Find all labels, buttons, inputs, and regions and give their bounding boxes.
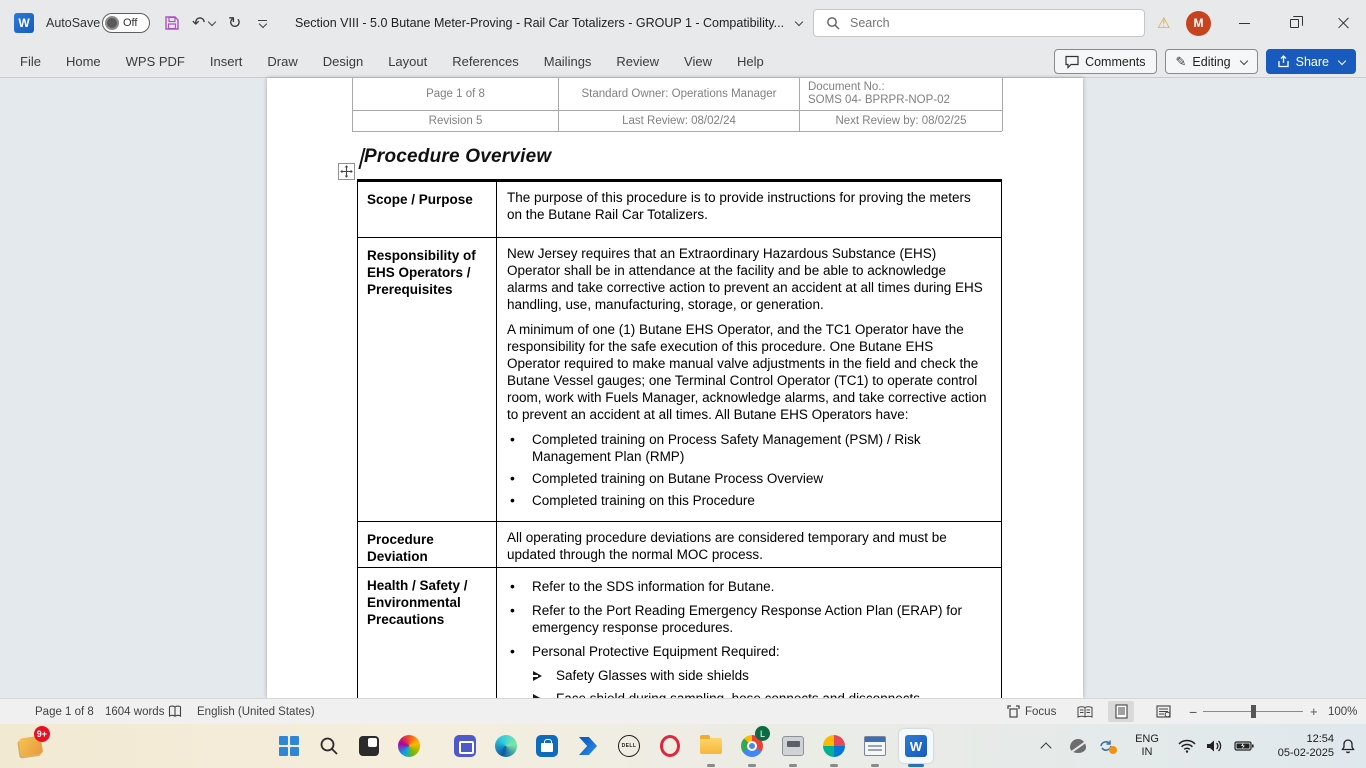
word-app-icon <box>14 0 34 46</box>
table-row <box>358 568 1001 708</box>
page-title: Procedure Overview <box>364 146 552 167</box>
row-label: Health / Safety / Environmental Precautions <box>358 568 497 711</box>
search-input[interactable] <box>850 16 1110 30</box>
row-content: New Jersey requires that an Extraordinary Hazardous Substance (EHS) Operator shall be in attendance at the facility and be able to acknowledge alarms and take corrective action to prevent an accident at all times during EHS handling, use, manufacturing, storage, or generation. A minimum of one (1) Butane EHS Operator, and the TC1 Operator have the responsibility for the safe execution of this procedure. One Butane EHS Operator required to make manual valve adjustments in the field and check the Butane Vessel gauges; one Terminal Control Operator (TC1) to operate control room, work with Fuels Manager, acknowledge alarms, and take corrective action to prevent an accident at all times. All Butane EHS Operators have: • Completed training on Process Safety Management (PSM) / Risk Management Plan (RMP) • Completed training on Butane Process Overview • Completed training on this Procedure <box>497 238 1001 521</box>
row-content <box>497 568 1001 711</box>
account-avatar[interactable] <box>1186 0 1211 46</box>
photos-app-button[interactable] <box>817 729 851 763</box>
read-mode-icon <box>1077 706 1093 718</box>
tab-draw[interactable]: Draw <box>267 54 298 69</box>
close-icon <box>1338 17 1350 29</box>
tab-mailings[interactable]: Mailings <box>543 54 592 69</box>
toggle-knob <box>105 16 119 30</box>
edge-app-button[interactable] <box>489 729 523 763</box>
header-revision-cell: Revision 5 <box>353 110 559 131</box>
chevron-down-icon <box>1338 56 1346 64</box>
ribbon-tab-bar <box>0 46 1366 78</box>
microsoft-store-icon <box>536 735 558 757</box>
save-button[interactable] <box>164 0 180 46</box>
zoom-slider-handle[interactable] <box>1251 705 1256 718</box>
minimize-icon <box>1239 23 1250 24</box>
header-owner-cell: Standard Owner: Operations Manager <box>559 78 800 110</box>
list-item: • Completed training on Butane Process Overview <box>510 470 987 487</box>
language-switcher[interactable]: ENG IN <box>1135 733 1159 758</box>
autosave-state: Off <box>123 17 138 29</box>
zoom-level[interactable]: 100% <box>1328 705 1358 718</box>
pencil-icon <box>1176 54 1187 70</box>
profile-badge: L <box>755 726 770 741</box>
header-lastreview-cell: Last Review: 08/02/24 <box>559 110 800 131</box>
undo-icon <box>192 13 205 33</box>
document-header-table <box>352 78 1002 132</box>
time: 12:54 <box>1306 733 1334 745</box>
active-indicator <box>908 764 924 767</box>
focus-button[interactable]: Focus <box>1007 699 1056 724</box>
word-icon <box>905 735 927 757</box>
customize-quick-access-button[interactable] <box>258 0 267 46</box>
list-item: • Completed training on Process Safety Management (PSM) / Risk Management Plan (RMP) <box>510 431 987 465</box>
proofing-icon[interactable] <box>168 699 182 724</box>
taskbar-search-button[interactable] <box>312 729 346 763</box>
close-button[interactable] <box>1322 0 1366 46</box>
search-box[interactable] <box>813 9 1145 37</box>
disabled-device-icon <box>1070 739 1086 753</box>
table-row <box>358 238 1001 522</box>
comment-icon <box>1065 55 1079 68</box>
opera-icon <box>660 735 680 757</box>
list-item: Safety Glasses with side shields <box>532 667 987 684</box>
copilot-button[interactable] <box>392 729 426 763</box>
windows-taskbar <box>0 724 1366 768</box>
list-item: • Refer to the Port Reading Emergency Response Action Plan (ERAP) for emergency response procedures. <box>510 602 987 636</box>
tab-file[interactable]: File <box>20 54 41 69</box>
save-icon <box>164 15 180 31</box>
folder-icon <box>700 738 722 754</box>
autosave-label: AutoSave <box>46 16 101 30</box>
zoom-in-button[interactable]: + <box>1310 704 1318 719</box>
row-label: Scope / Purpose <box>358 182 497 237</box>
windows-logo-icon <box>279 736 299 756</box>
document-title[interactable]: Section VIII - 5.0 Butane Meter-Proving - Rail Car Totalizers - GROUP 1 - Compatibility... <box>295 0 802 46</box>
print-layout-icon <box>1115 704 1128 719</box>
table-move-handle[interactable] <box>338 163 355 180</box>
running-indicator <box>707 764 715 767</box>
teams-icon <box>454 735 476 757</box>
tab-wps-pdf[interactable]: WPS PDF <box>125 54 185 69</box>
chrome-app-button[interactable] <box>735 729 769 763</box>
comments-button[interactable]: Comments <box>1054 49 1156 74</box>
task-view-icon <box>359 736 379 756</box>
speaker-icon <box>1206 739 1223 753</box>
restore-icon <box>1290 19 1299 28</box>
redo-icon <box>228 13 241 33</box>
dell-icon: DELL <box>618 735 640 757</box>
tab-references[interactable]: References <box>452 54 519 69</box>
task-view-button[interactable] <box>352 729 386 763</box>
chevron-down-icon <box>258 19 266 27</box>
volume-button[interactable] <box>1206 724 1223 768</box>
onedrive-sync-button[interactable] <box>1098 724 1116 768</box>
row-label: Responsibility of EHS Operators / Prerequisites <box>358 238 497 521</box>
photos-icon <box>823 735 845 757</box>
power-automate-button[interactable] <box>571 729 605 763</box>
list-item: • Personal Protective Equipment Required: <box>510 643 987 660</box>
notifications-button[interactable] <box>1340 724 1356 768</box>
move-cross-icon <box>340 165 353 178</box>
share-button[interactable]: Share <box>1266 49 1356 74</box>
widgets-button[interactable] <box>14 729 48 763</box>
web-layout-button[interactable] <box>1150 701 1176 722</box>
chevron-down-icon <box>1239 56 1247 64</box>
procedure-overview-table <box>357 179 1002 709</box>
tab-insert[interactable]: Insert <box>209 54 243 69</box>
search-icon <box>826 16 840 30</box>
store-app-button[interactable] <box>530 729 564 763</box>
list-item: • Completed training on this Procedure <box>510 492 987 509</box>
tray-overflow-button[interactable] <box>1042 724 1050 768</box>
search-icon <box>319 736 339 756</box>
read-mode-button[interactable] <box>1072 701 1098 722</box>
redo-button[interactable] <box>228 0 241 46</box>
battery-charging-icon <box>1234 740 1254 752</box>
document-page[interactable] <box>267 78 1083 698</box>
share-icon <box>1277 55 1290 68</box>
sync-icon <box>1098 738 1116 754</box>
battery-button[interactable] <box>1234 724 1254 768</box>
app-window-button[interactable] <box>858 729 892 763</box>
row-content: The purpose of this procedure is to provide instructions for proving the meters on the Butane Rail Car Totalizers. <box>507 190 971 222</box>
chevron-up-icon <box>1040 742 1051 753</box>
print-layout-button[interactable] <box>1108 701 1134 722</box>
dell-app-button[interactable] <box>612 729 646 763</box>
opera-app-button[interactable] <box>653 729 687 763</box>
chevron-down-icon <box>795 17 803 25</box>
undo-button[interactable] <box>192 0 215 46</box>
zoom-out-button[interactable]: − <box>1189 703 1198 720</box>
warning-icon[interactable] <box>1157 0 1170 46</box>
running-indicator <box>748 764 756 767</box>
header-docno-cell: Document No.: SOMS 04- BPRPR-NOP-02 <box>800 78 1003 110</box>
page-indicator[interactable]: Page 1 of 8 <box>35 705 94 718</box>
date: 05-02-2025 <box>1277 747 1334 759</box>
web-layout-icon <box>1156 705 1171 718</box>
title-bar <box>0 0 1366 46</box>
row-content: All operating procedure deviations are considered temporary and must be updated through the normal MOC process. <box>507 530 947 562</box>
running-indicator <box>830 764 838 767</box>
clock[interactable] <box>1262 724 1334 768</box>
wifi-button[interactable] <box>1178 724 1196 768</box>
tab-design[interactable]: Design <box>322 54 364 69</box>
scanner-app-button[interactable] <box>776 729 810 763</box>
copilot-icon <box>398 735 420 757</box>
teams-app-button[interactable] <box>448 729 482 763</box>
edge-icon <box>495 735 517 757</box>
file-explorer-button[interactable] <box>694 729 728 763</box>
tab-home[interactable]: Home <box>65 54 101 69</box>
sync-status-dot <box>1109 746 1117 754</box>
header-page-cell: Page 1 of 8 <box>353 78 559 110</box>
bullet-list <box>507 431 987 509</box>
restore-button[interactable] <box>1272 0 1316 46</box>
word-taskbar-button[interactable] <box>899 729 933 763</box>
scanner-icon <box>782 736 804 756</box>
bullet-list <box>507 578 987 660</box>
word-count[interactable]: 1604 words <box>105 705 165 718</box>
running-indicator <box>789 764 797 767</box>
status-bar <box>0 698 1366 724</box>
table-row <box>358 182 1001 238</box>
start-button[interactable] <box>272 729 306 763</box>
list-item: • Refer to the SDS information for Butane. <box>510 578 987 595</box>
document-canvas <box>0 78 1366 698</box>
language-indicator[interactable]: English (United States) <box>197 705 315 718</box>
tab-help[interactable]: Help <box>737 54 764 69</box>
power-automate-icon <box>579 737 597 755</box>
chevron-down-icon <box>208 17 216 25</box>
focus-icon <box>1007 705 1020 718</box>
header-nextreview-cell: Next Review by: 08/02/25 <box>800 110 1003 131</box>
row-label: Procedure Deviation <box>358 522 497 569</box>
avatar-initial: M <box>1186 11 1211 36</box>
bell-icon <box>1340 738 1356 754</box>
tab-layout[interactable]: Layout <box>388 54 428 69</box>
autosave-toggle[interactable] <box>102 0 150 46</box>
notification-badge: 9+ <box>34 726 50 742</box>
tab-review[interactable]: Review <box>616 54 660 69</box>
running-indicator <box>871 764 879 767</box>
minimize-button[interactable] <box>1222 0 1266 46</box>
tab-view[interactable]: View <box>684 54 712 69</box>
tray-pen-disabled[interactable] <box>1070 724 1086 768</box>
app-window-icon <box>864 736 886 756</box>
wifi-icon <box>1178 739 1196 753</box>
editing-mode-button[interactable]: ✎ Editing <box>1165 49 1258 74</box>
table-row <box>358 522 1001 568</box>
